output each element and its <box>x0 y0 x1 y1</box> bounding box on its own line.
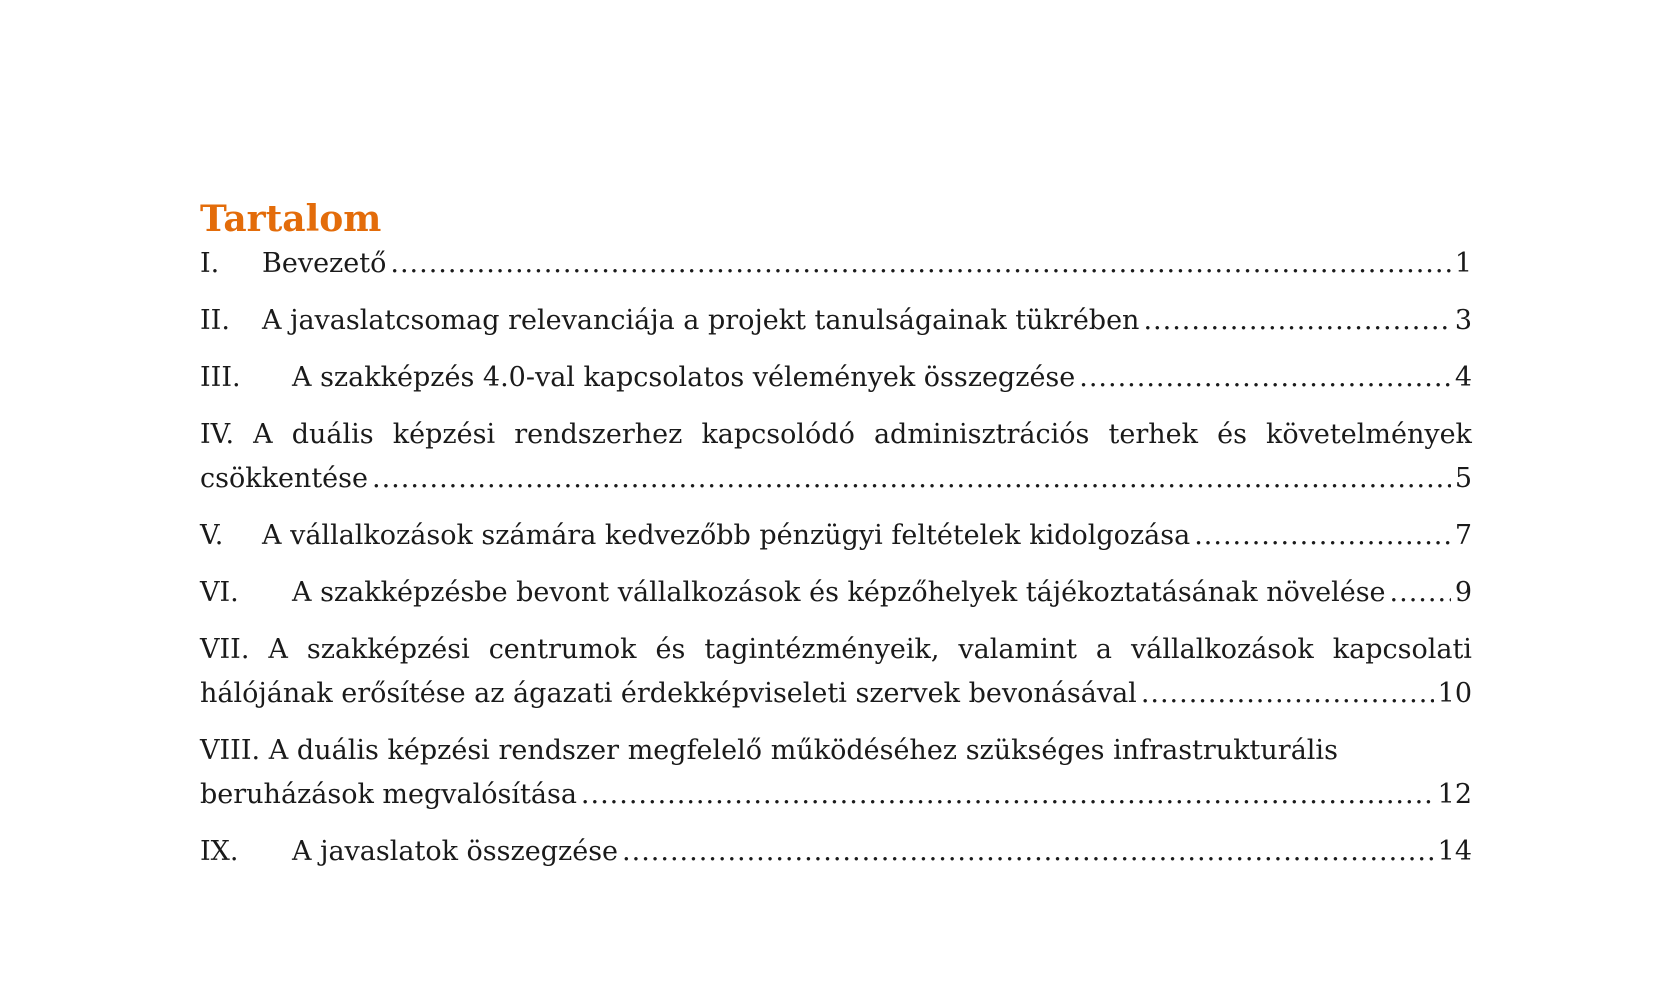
toc-entry-3[interactable] <box>200 356 1472 400</box>
toc-entry-word: A <box>268 735 289 766</box>
toc-entry-1[interactable] <box>200 242 1472 286</box>
toc-entry-4[interactable] <box>200 413 1472 501</box>
toc-leader-dots <box>372 457 1451 501</box>
toc-leader-dots <box>622 830 1434 874</box>
toc-entry-number: IV. <box>200 419 235 450</box>
toc-entry-page[interactable]: 4 <box>1454 362 1472 393</box>
toc-entry-word: működéséhez <box>770 735 958 766</box>
toc-entry-number: V. <box>200 520 224 551</box>
toc-entry-word: valamint <box>958 634 1077 665</box>
toc-entry-number: II. <box>200 305 230 336</box>
toc-entry-word: A <box>268 634 288 665</box>
toc-entry-word: követelmények <box>1266 419 1472 450</box>
toc-entry-2[interactable] <box>200 299 1472 343</box>
toc-entry-title-line2[interactable]: beruházások megvalósítása <box>200 779 577 810</box>
toc-entry-word: adminisztrációs <box>873 419 1090 450</box>
toc-entry-6[interactable] <box>200 571 1472 615</box>
toc-leader-dots <box>1390 571 1451 615</box>
toc-entry-5[interactable] <box>200 514 1472 558</box>
toc-entry-8[interactable] <box>200 729 1472 817</box>
toc-entry-9[interactable] <box>200 830 1472 874</box>
toc-entry-title[interactable]: A szakképzés 4.0-val kapcsolatos vélemények összegzése <box>292 362 1076 393</box>
toc-leader-dots <box>581 773 1434 817</box>
toc-entry-word: duális <box>296 735 379 766</box>
toc-entry-number: VII. <box>200 634 250 665</box>
toc-entry-word: kapcsolódó <box>701 419 855 450</box>
toc-entry-word: megfelelő <box>627 735 763 766</box>
toc-entry-number: III. <box>200 362 241 393</box>
toc-entry-word: duális <box>291 419 374 450</box>
toc-entry-title-line2[interactable]: hálójának erősítése az ágazati érdekképviseleti szervek bevonásával <box>200 678 1137 709</box>
toc-leader-dots <box>390 242 1450 286</box>
toc-entry-title[interactable]: A javaslatok összegzése <box>292 836 619 867</box>
toc-entry-number: VI. <box>200 577 239 608</box>
toc-entry-page[interactable]: 1 <box>1454 248 1472 279</box>
toc-entry-page[interactable]: 5 <box>1454 463 1472 494</box>
toc-entry-word: képzési <box>392 419 496 450</box>
toc-entry-word: és <box>1217 419 1247 450</box>
toc-entry-page[interactable]: 10 <box>1437 678 1472 709</box>
toc-entry-word: tagintézményeik, <box>704 634 940 665</box>
toc-entry-word: a <box>1095 634 1113 665</box>
toc-entry-word: centrumok <box>488 634 637 665</box>
toc-entry-word: rendszer <box>498 735 620 766</box>
toc-entry-title-line2[interactable]: csökkentése <box>200 463 368 494</box>
toc-entry-title[interactable]: A szakképzésbe bevont vállalkozások és képzőhelyek tájékoztatásának növelése <box>292 577 1386 608</box>
toc-leader-dots <box>1143 299 1450 343</box>
toc-entry-page[interactable]: 3 <box>1454 305 1472 336</box>
table-of-contents <box>200 198 1472 887</box>
toc-entry-title-line1[interactable] <box>200 628 1472 672</box>
toc-entry-title[interactable]: A javaslatcsomag relevanciája a projekt tanulságainak tükrében <box>262 305 1140 336</box>
toc-entry-title-line1[interactable] <box>200 413 1472 457</box>
toc-leader-dots <box>1194 514 1451 558</box>
toc-entry-word: A <box>253 419 273 450</box>
toc-entry-word: vállalkozások <box>1131 634 1314 665</box>
toc-leader-dots <box>1141 672 1434 716</box>
toc-entry-page[interactable]: 14 <box>1437 836 1472 867</box>
toc-entry-7[interactable] <box>200 628 1472 716</box>
toc-heading: Tartalom <box>200 198 382 240</box>
toc-entry-word: és <box>655 634 686 665</box>
toc-entry-title-line1[interactable] <box>200 729 1338 773</box>
toc-entry-title[interactable]: Bevezető <box>262 248 387 279</box>
toc-entry-word: szükséges <box>965 735 1105 766</box>
toc-entry-page[interactable]: 9 <box>1454 577 1472 608</box>
toc-entry-word: terhek <box>1108 419 1198 450</box>
toc-entry-title[interactable]: A vállalkozások számára kedvezőbb pénzügyi feltételek kidolgozása <box>262 520 1191 551</box>
toc-entry-word: képzési <box>387 735 490 766</box>
toc-entry-number: VIII. <box>200 735 261 766</box>
toc-leader-dots <box>1079 356 1451 400</box>
toc-entry-word: szakképzési <box>306 634 470 665</box>
toc-entry-number: IX. <box>200 836 239 867</box>
toc-entry-page[interactable]: 12 <box>1437 779 1472 810</box>
toc-entry-word: kapcsolati <box>1332 634 1472 665</box>
toc-entry-word: infrastrukturális <box>1113 735 1338 766</box>
toc-entry-number: I. <box>200 248 220 279</box>
toc-entry-page[interactable]: 7 <box>1454 520 1472 551</box>
toc-entry-word: rendszerhez <box>514 419 683 450</box>
